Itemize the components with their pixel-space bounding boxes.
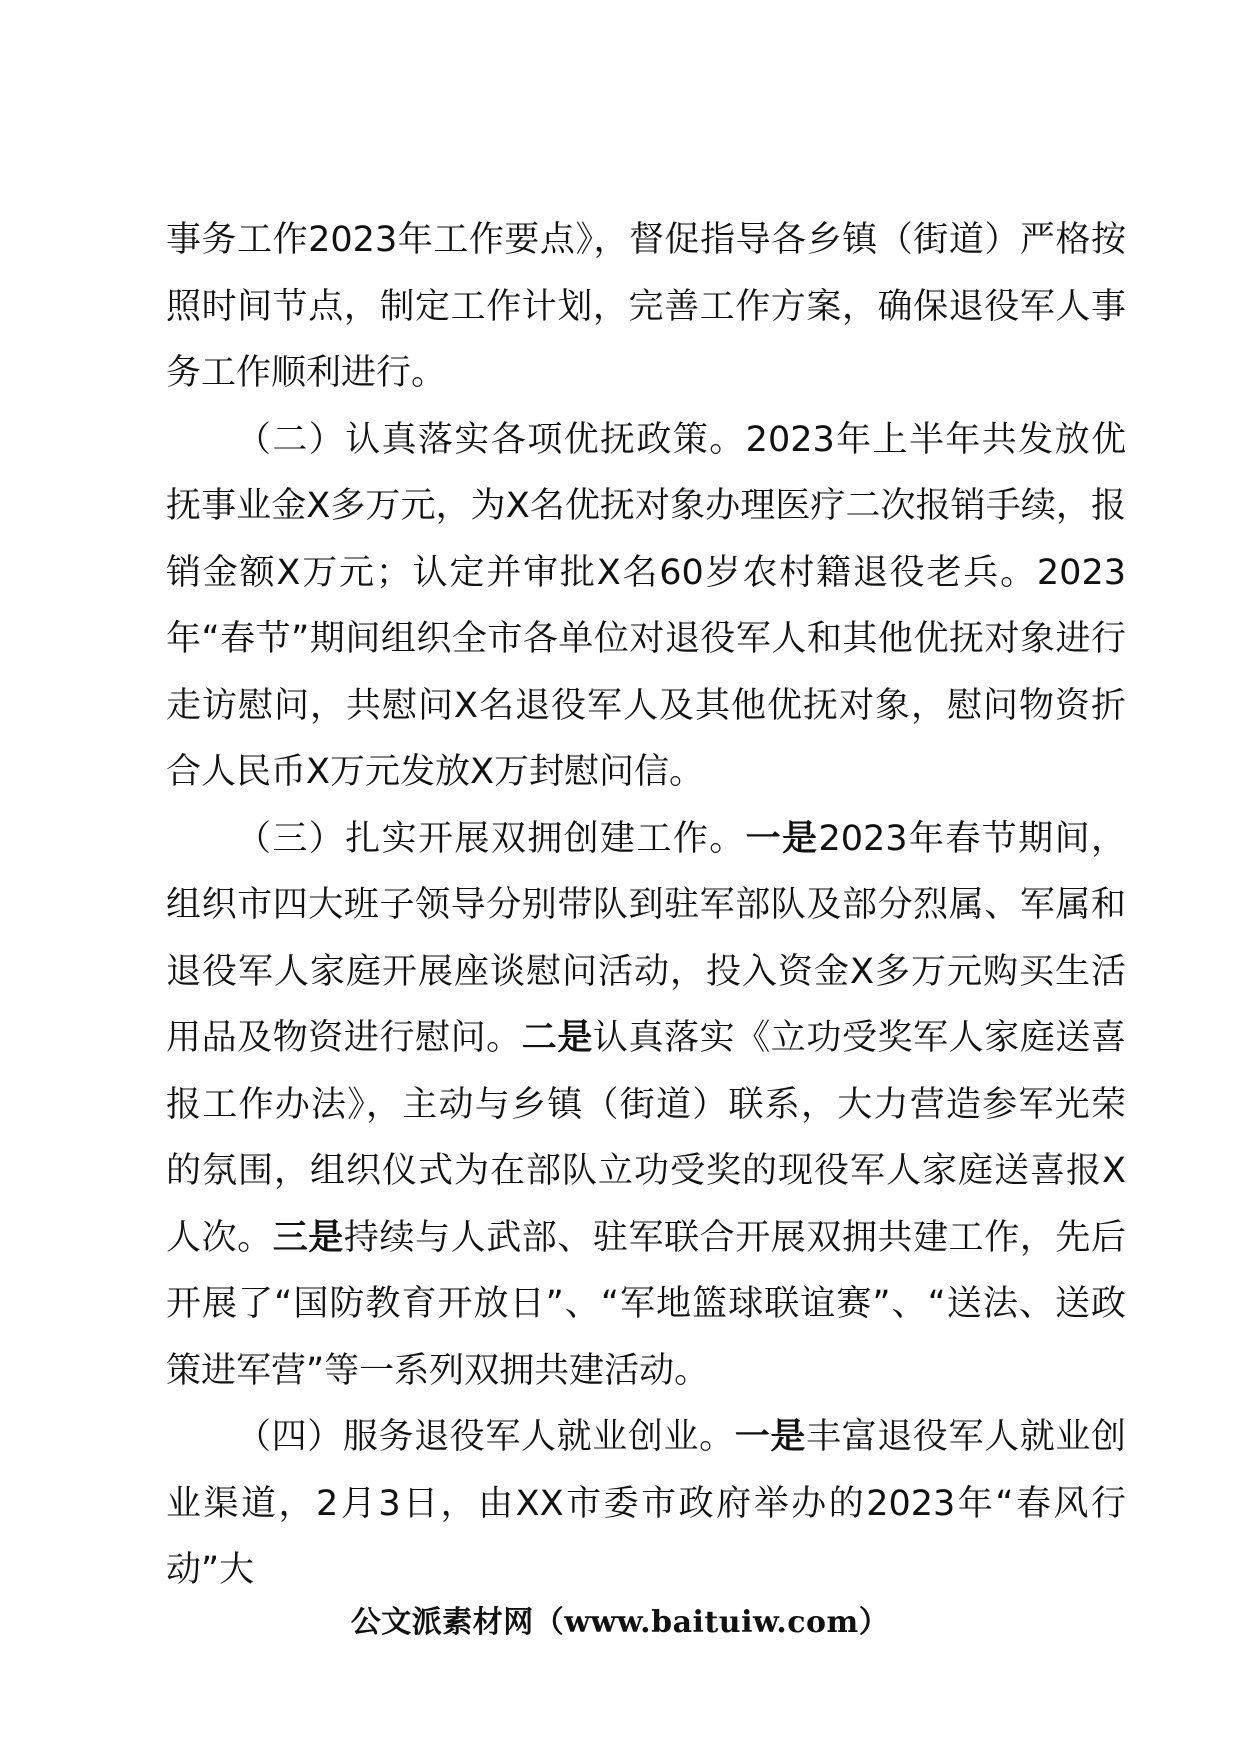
page-footer-watermark: 公文派素材网（www.baituiw.com） <box>350 1605 890 1640</box>
paragraph-text: （二）认真落实各项优抚政策。2023年上半年共发放优抚事业金X多万元，为X名优抚对象办理医疗二次报销手续，报销金额X万元；认定并审批X名60岁农村籍退役老兵。2023年“春节”期间组织全市各单位对退役军人和其他优抚对象进行走访慰问，共慰问X名退役军人及其他优抚对象，慰问物资折合人民币X万元发放X万封慰问信。 <box>166 419 1126 792</box>
item-marker: 三是 <box>272 1217 344 1258</box>
section-heading: （三）扎实开展双拥创建工作。 <box>236 818 746 859</box>
item-marker: 一是 <box>745 818 819 859</box>
item-marker: 一是 <box>734 1417 806 1457</box>
paragraph-double-support <box>166 806 1126 1405</box>
item-text: 2023年春节期间，组织市四大班子领导分别带队到驻军部队及部分烈属、军属和退役军人家庭开展座谈慰问活动，投入资金X多万元购买生活用品及物资进行慰问。 <box>166 818 1126 1058</box>
paragraph-continuation <box>166 207 1126 407</box>
document-body <box>166 207 1126 1604</box>
paragraph-employment <box>166 1404 1126 1604</box>
item-marker: 二是 <box>521 1018 593 1058</box>
item-text: 持续与人武部、驻军联合开展双拥共建工作，先后开展了“国防教育开放日”、“军地篮球联谊赛”、“送法、送政策进军营”等一系列双拥共建活动。 <box>166 1217 1126 1391</box>
item-text: 丰富退役军人就业创业渠道，2月3日，由XX市委市政府举办的2023年“春风行动”大 <box>166 1417 1126 1590</box>
item-text: 认真落实《立功受奖军人家庭送喜报工作办法》，主动与乡镇（街道）联系，大力营造参军光荣的氛围，组织仪式为在部队立功受奖的现役军人家庭送喜报X人次。 <box>166 1018 1126 1258</box>
paragraph-preferential-policies <box>166 407 1126 806</box>
paragraph-text: 事务工作2023年工作要点》，督促指导各乡镇（街道）严格按照时间节点，制定工作计划，完善工作方案，确保退役军人事务工作顺利进行。 <box>166 220 1126 393</box>
section-heading: （四）服务退役军人就业创业。 <box>236 1417 735 1457</box>
